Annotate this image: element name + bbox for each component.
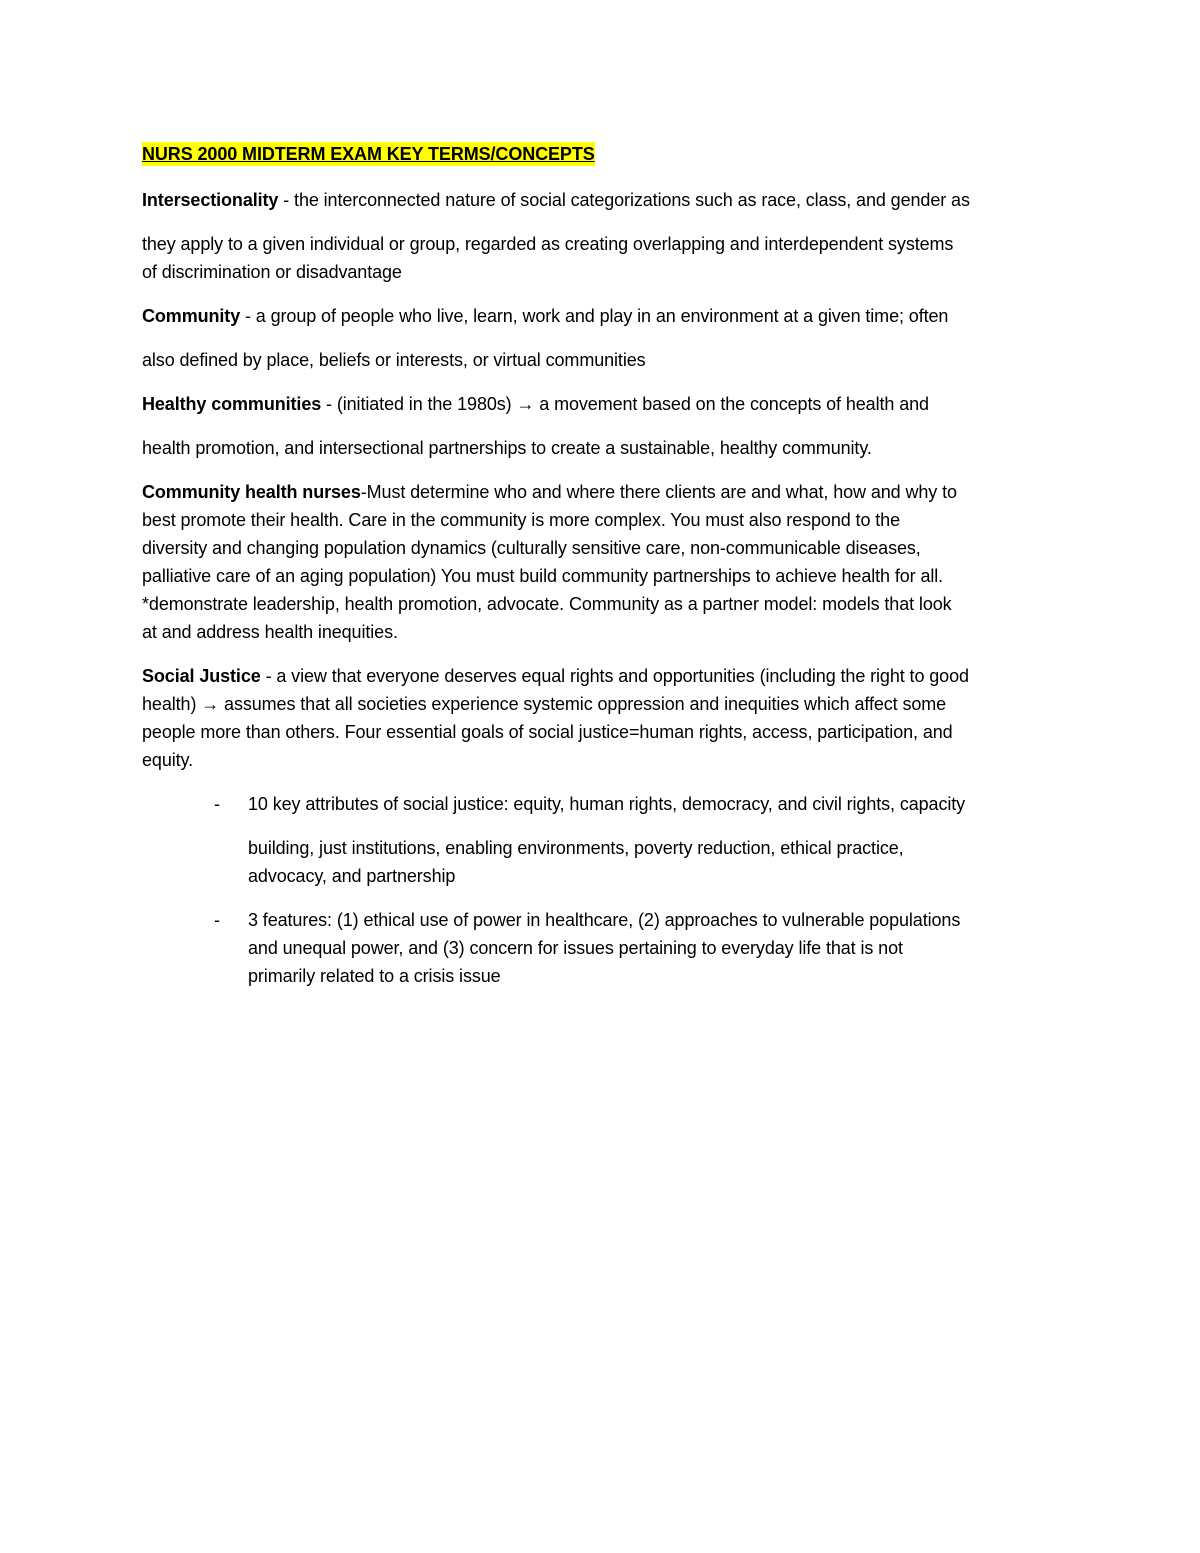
entry-line: palliative care of an aging population) You must build community partnerships to achieve health for all. [142,566,944,586]
bullet-line: 10 key attributes of social justice: equity, human rights, democracy, and civil rights, capacity [248,794,966,814]
bullet-line: and unequal power, and (3) concern for issues pertaining to everyday life that is not [248,938,903,958]
bullet-line: advocacy, and partnership [248,866,456,886]
entry-healthy-communities-cont [142,434,1062,462]
entry-line: best promote their health. Care in the community is more complex. You must also respond to the [142,510,900,530]
entry-line: health) → assumes that all societies experience systemic oppression and inequities which affect some [142,694,947,714]
bullet-item-features [142,906,1062,990]
bullet-marker: - [214,794,220,814]
entry-intersectionality [142,186,1062,214]
entry-line: diversity and changing population dynamics (culturally sensitive care, non-communicable diseases, [142,538,921,558]
entry-term: Social Justice [142,666,261,686]
entry-community-cont [142,346,1062,374]
entry-text: -Must determine who and where there clients are and what, how and why to [360,482,957,502]
entry-line: at and address health inequities. [142,622,398,642]
bullet-item-attributes [142,790,1062,890]
entry-social-justice [142,662,1062,774]
entry-community-health-nurses [142,478,1062,646]
bullet-line: 3 features: (1) ethical use of power in healthcare, (2) approaches to vulnerable populations [248,910,961,930]
entry-text: - a group of people who live, learn, work and play in an environment at a given time; often [240,306,949,326]
entry-line [142,186,1062,214]
entry-line: *demonstrate leadership, health promotion, advocate. Community as a partner model: models that look [142,594,952,614]
entry-line [142,478,1062,506]
entry-line: people more than others. Four essential goals of social justice=human rights, access, participation, and [142,722,953,742]
entry-healthy-communities [142,390,1062,418]
entry-text: - the interconnected nature of social categorizations such as race, class, and gender as [278,190,970,210]
entry-term: Community [142,306,241,326]
entry-line: equity. [142,750,193,770]
entry-line [142,662,1062,690]
entry-text: - (initiated in the 1980s) → a movement based on the concepts of health and [321,394,929,414]
entry-line [142,390,1062,418]
entry-line [142,302,1062,330]
entry-term: Healthy communities [142,394,322,414]
bullet-list [142,790,1062,990]
entry-community [142,302,1062,330]
entry-term: Community health nurses [142,482,361,502]
bullet-line: building, just institutions, enabling environments, poverty reduction, ethical practice, [248,838,904,858]
entry-text: - a view that everyone deserves equal rights and opportunities (including the right to good [260,666,969,686]
entry-intersectionality-cont [142,230,1062,286]
document-content [142,142,1062,990]
document-title: NURS 2000 MIDTERM EXAM KEY TERMS/CONCEPTS [142,144,595,164]
entry-line: health promotion, and intersectional partnerships to create a sustainable, healthy community. [142,438,872,458]
bullet-marker: - [214,910,220,930]
entry-line: also defined by place, beliefs or interests, or virtual communities [142,350,646,370]
bullet-line: primarily related to a crisis issue [248,966,501,986]
entry-line: they apply to a given individual or group, regarded as creating overlapping and interdependent systems [142,234,954,254]
entry-line: of discrimination or disadvantage [142,262,402,282]
entry-term: Intersectionality [142,190,279,210]
